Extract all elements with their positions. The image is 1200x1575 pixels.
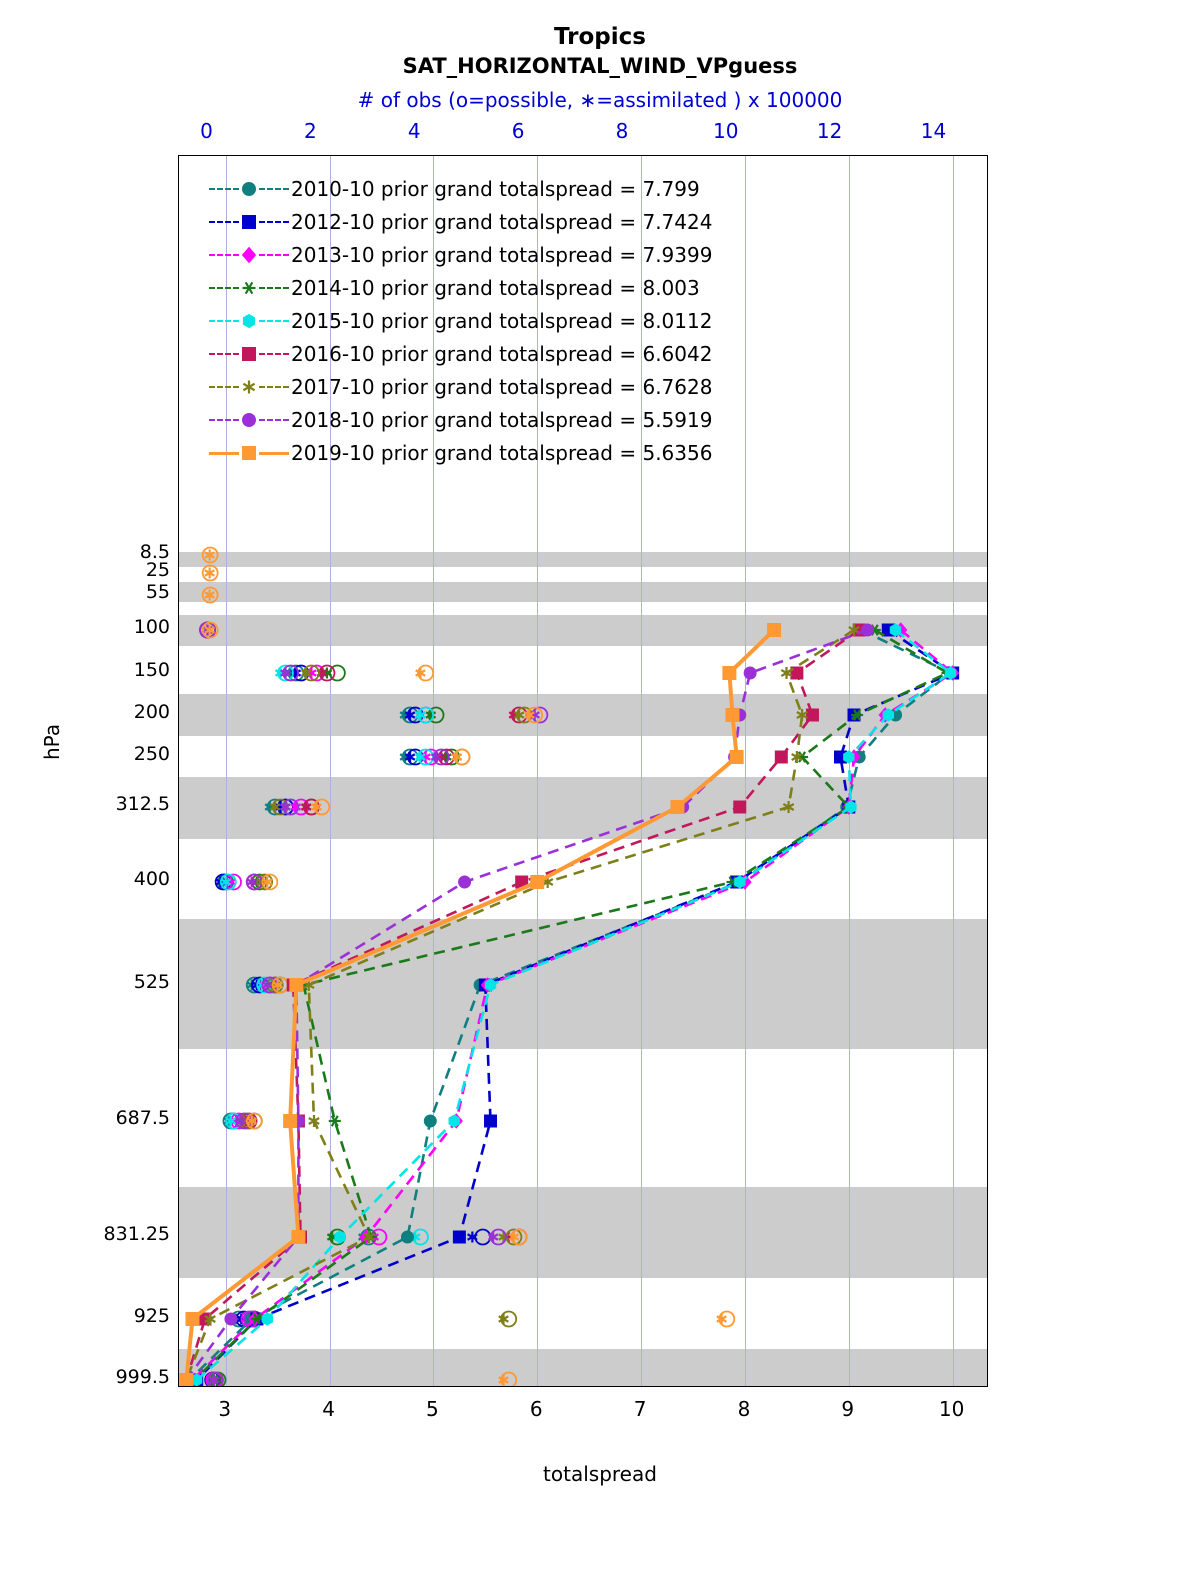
series-marker: [424, 1115, 436, 1127]
top-axis-tick-label: 0: [200, 119, 213, 143]
legend-marker: [238, 277, 260, 299]
y-axis-tick-label: 925: [133, 1305, 170, 1327]
series-marker: [730, 751, 743, 764]
legend-line-right: [259, 221, 289, 223]
series-line: [186, 630, 867, 1380]
y-axis-tick-label: 687.5: [115, 1107, 170, 1129]
legend-line-right: [259, 452, 289, 455]
legend-line-left: [209, 419, 239, 421]
top-axis-tick-label: 2: [304, 119, 317, 143]
y-axis-tick-label: 100: [133, 616, 170, 638]
legend-item[interactable]: [207, 172, 712, 205]
bottom-axis-tick-label: 3: [218, 1397, 232, 1421]
legend-line-right: [259, 353, 289, 355]
y-axis-tick-label: 312.5: [115, 793, 170, 815]
bottom-axis-tick-label: 8: [737, 1397, 751, 1421]
series-marker: [292, 1231, 305, 1244]
series-line: [186, 630, 854, 1380]
series-line: [197, 630, 953, 1380]
series-line: [189, 630, 950, 1380]
x-axis-title: totalspread: [543, 1462, 657, 1486]
legend-sample: [207, 438, 291, 468]
bottom-axis-tick-label: 6: [529, 1397, 543, 1421]
y-axis-tick-label: 999.5: [115, 1366, 170, 1388]
legend-sample: [207, 339, 291, 369]
top-axis-tick-label: 12: [816, 119, 843, 143]
legend-marker: [238, 343, 260, 365]
series-marker: [186, 1313, 199, 1326]
page-subtitle: SAT_HORIZONTAL_WIND_VPguess: [402, 54, 798, 78]
legend-label: 2017-10 prior grand totalspread = 6.7628: [291, 374, 713, 399]
y-axis-tick-label: 831.25: [103, 1223, 170, 1245]
series-marker: [225, 1313, 237, 1325]
legend-marker: [238, 310, 260, 332]
legend-item[interactable]: [207, 337, 712, 370]
y-axis-title: hPa: [40, 723, 64, 760]
bottom-axis-tick-label: 4: [322, 1397, 335, 1421]
series-marker: [890, 624, 900, 636]
series-line: [193, 630, 953, 1380]
top-axis-title: # of obs (o=possible, ∗=assimilated ) x 100000: [357, 88, 843, 112]
legend-marker: [238, 376, 260, 398]
y-axis-tick-label: 200: [133, 701, 170, 723]
legend-label: 2018-10 prior grand totalspread = 5.5919: [291, 407, 713, 432]
legend-marker: [238, 409, 260, 431]
series-marker: [797, 709, 807, 721]
series-marker: [449, 1115, 459, 1127]
legend-marker: [238, 244, 260, 266]
legend-line-left: [209, 287, 239, 289]
series-marker: [844, 751, 854, 763]
series-marker: [401, 1231, 413, 1243]
legend-line-left: [209, 320, 239, 322]
legend-sample: [207, 372, 291, 402]
series-marker: [180, 1374, 193, 1387]
series-marker: [726, 709, 739, 722]
series-marker: [775, 751, 787, 763]
series-marker: [262, 1313, 272, 1325]
top-axis-tick-label: 6: [511, 119, 525, 143]
series-marker: [485, 1115, 497, 1127]
top-axis-tick-label: 14: [920, 119, 947, 143]
legend-line-left: [209, 254, 239, 256]
bottom-axis-tick-label: 9: [841, 1397, 855, 1421]
plot-area: [178, 155, 988, 1387]
legend-label: 2019-10 prior grand totalspread = 5.6356: [291, 440, 713, 465]
series-marker: [744, 667, 756, 679]
series-marker: [290, 979, 303, 992]
legend-sample: [207, 306, 291, 336]
legend-item[interactable]: [207, 205, 712, 238]
page-title: Tropics: [554, 24, 646, 50]
legend-label: 2014-10 prior grand totalspread = 8.003: [291, 275, 700, 300]
legend-line-right: [259, 386, 289, 388]
series-line: [186, 630, 774, 1380]
top-axis-tick-label: 10: [713, 119, 739, 143]
legend-line-right: [259, 320, 289, 322]
series-marker: [671, 801, 684, 814]
series-marker: [862, 624, 874, 636]
legend-sample: [207, 240, 291, 270]
series-marker: [459, 876, 471, 888]
series-marker: [723, 667, 736, 680]
legend-line-left: [209, 188, 239, 190]
series-marker: [734, 801, 746, 813]
legend-line-left: [209, 353, 239, 355]
y-axis-tick-label: 8.5: [139, 541, 170, 563]
legend-label: 2012-10 prior grand totalspread = 7.7424: [291, 209, 713, 234]
legend-line-right: [259, 419, 289, 421]
legend-item[interactable]: [207, 304, 712, 337]
series-marker: [453, 1231, 465, 1243]
y-axis-tick-label: 400: [133, 868, 170, 890]
legend-line-right: [259, 287, 289, 289]
chart-title-block: [0, 22, 1200, 80]
series-marker: [485, 979, 495, 991]
legend-line-right: [259, 254, 289, 256]
y-axis-tick-label: 250: [133, 743, 170, 765]
series-line: [197, 630, 951, 1380]
top-axis-tick-label: 4: [407, 119, 421, 143]
legend-sample: [207, 207, 291, 237]
legend-label: 2016-10 prior grand totalspread = 6.6042: [291, 341, 713, 366]
series-marker: [735, 876, 745, 888]
legend-sample: [207, 273, 291, 303]
legend-sample: [207, 174, 291, 204]
legend-line-left: [209, 452, 239, 455]
legend-sample: [207, 405, 291, 435]
legend-label: 2015-10 prior grand totalspread = 8.0112: [291, 308, 713, 333]
bottom-axis-tick-label: 5: [426, 1397, 439, 1421]
series-marker: [945, 667, 955, 679]
legend-line-right: [259, 188, 289, 190]
y-axis-tick-label: 525: [133, 971, 170, 993]
legend-item[interactable]: [207, 403, 712, 436]
legend-label: 2013-10 prior grand totalspread = 7.9399: [291, 242, 713, 267]
legend: [201, 168, 718, 473]
y-axis-tick-label: 25: [145, 559, 170, 581]
legend-marker: [238, 211, 260, 233]
y-axis-tick-label: 55: [145, 581, 170, 603]
legend-item[interactable]: [207, 271, 712, 304]
series-marker: [309, 1115, 319, 1127]
series-marker: [846, 801, 856, 813]
series-marker: [883, 709, 893, 721]
legend-item[interactable]: [207, 370, 712, 403]
series-marker: [806, 709, 818, 721]
legend-line-left: [209, 386, 239, 388]
legend-item[interactable]: [207, 436, 712, 469]
legend-marker: [238, 178, 260, 200]
y-axis-tick-label: 150: [133, 659, 170, 681]
series-line: [186, 630, 859, 1380]
series-marker: [335, 1231, 345, 1243]
top-axis-tick-label: 8: [615, 119, 629, 143]
series-marker: [781, 667, 791, 679]
legend-line-left: [209, 221, 239, 223]
series-marker: [284, 1115, 297, 1128]
legend-label: 2010-10 prior grand totalspread = 7.799: [291, 176, 700, 201]
legend-marker: [238, 442, 260, 464]
legend-item[interactable]: [207, 238, 712, 271]
bottom-axis-tick-label: 10: [938, 1397, 965, 1421]
series-marker: [768, 624, 781, 637]
series-marker: [531, 876, 544, 889]
bottom-axis-tick-label: 7: [633, 1397, 647, 1421]
